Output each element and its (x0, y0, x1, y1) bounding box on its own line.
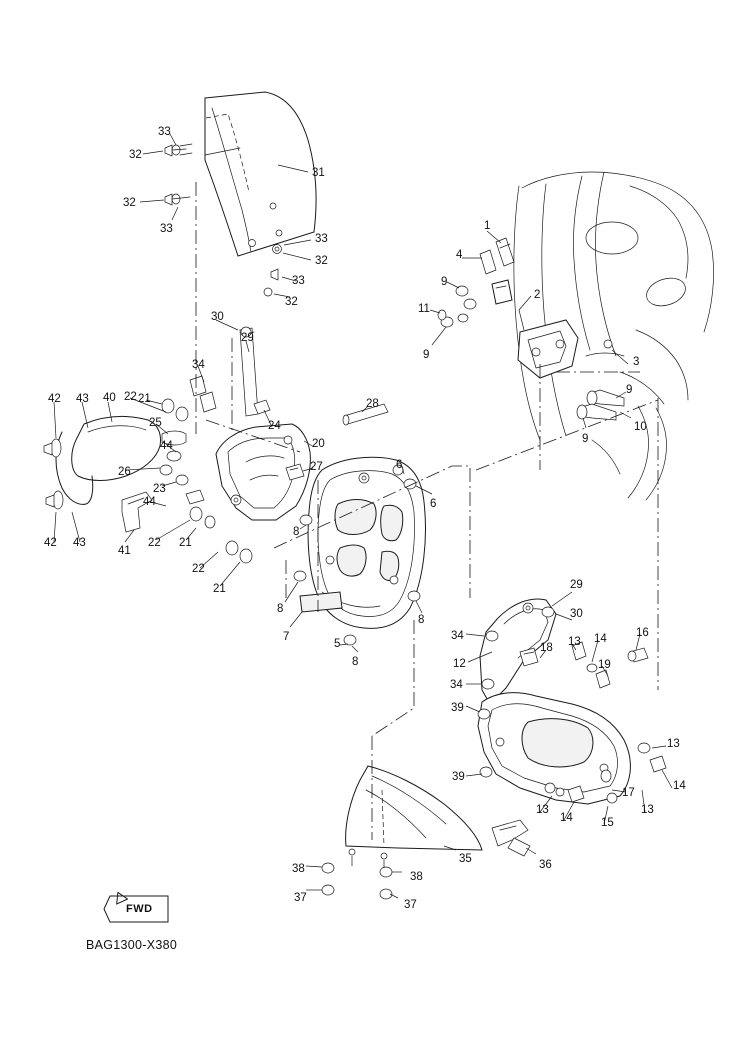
callout-8-d: 8 (418, 614, 425, 626)
callout-28: 28 (366, 398, 379, 410)
callout-8-a: 8 (293, 526, 300, 538)
callout-32-d: 32 (285, 296, 298, 308)
callout-7: 7 (283, 631, 290, 643)
callout-20: 20 (312, 438, 325, 450)
pad-part-7 (300, 592, 342, 612)
callout-9-b: 9 (423, 349, 430, 361)
callout-17: 17 (622, 787, 635, 799)
callout-25: 25 (149, 417, 162, 429)
callout-12: 12 (453, 658, 466, 670)
callout-4: 4 (456, 249, 463, 261)
callout-33-c: 33 (315, 233, 328, 245)
callout-21-c: 21 (213, 583, 226, 595)
callout-2: 2 (534, 289, 541, 301)
callout-13-c: 13 (536, 804, 549, 816)
windshield-part-31 (205, 92, 316, 256)
callout-39-b: 39 (452, 771, 465, 783)
callout-30-a: 30 (211, 311, 224, 323)
callout-14-c: 14 (560, 812, 573, 824)
callout-13-b: 13 (667, 738, 680, 750)
part-code: BAG1300-X380 (86, 938, 178, 952)
callout-42-b: 42 (44, 537, 57, 549)
callout-14-a: 14 (594, 633, 607, 645)
callout-9-c: 9 (626, 384, 633, 396)
callout-6-b: 6 (430, 498, 437, 510)
bracket-part-36 (492, 820, 530, 856)
callout-33-b: 33 (160, 223, 173, 235)
callout-5: 5 (334, 638, 341, 650)
callout-36: 36 (539, 859, 552, 871)
callout-37-b: 37 (404, 899, 417, 911)
windshield-fasteners-left (165, 144, 192, 205)
callout-33-a: 33 (158, 126, 171, 138)
callout-35: 35 (459, 853, 472, 865)
callout-14-b: 14 (673, 780, 686, 792)
callout-34-c: 34 (450, 679, 463, 691)
callout-34-a: 34 (192, 359, 205, 371)
callout-19: 19 (598, 659, 611, 671)
callout-38-b: 38 (410, 871, 423, 883)
callout-42-a: 42 (48, 393, 61, 405)
callout-8-b: 8 (277, 603, 284, 615)
callout-9-a: 9 (441, 276, 448, 288)
callout-39-a: 39 (451, 702, 464, 714)
fwd-label: FWD (126, 903, 153, 915)
callout-23: 23 (153, 483, 166, 495)
callout-21-b: 21 (179, 537, 192, 549)
callout-41: 41 (118, 545, 131, 557)
callout-22-a: 22 (124, 391, 137, 403)
callout-8-c: 8 (352, 656, 359, 668)
callout-44-b: 44 (143, 496, 156, 508)
callout-13-d: 13 (641, 804, 654, 816)
callout-40: 40 (103, 392, 116, 404)
callout-26: 26 (118, 466, 131, 478)
callout-1: 1 (484, 220, 491, 232)
callout-32-b: 32 (123, 197, 136, 209)
callout-3: 3 (633, 356, 640, 368)
callout-29-b: 29 (570, 579, 583, 591)
callout-32-c: 32 (315, 255, 328, 267)
callout-9-d: 9 (582, 433, 589, 445)
callout-44-a: 44 (160, 440, 173, 452)
callout-31: 31 (312, 167, 325, 179)
callout-37-a: 37 (294, 892, 307, 904)
callout-29-a: 29 (241, 332, 254, 344)
windshield-fasteners-right (264, 245, 282, 297)
fender-fasteners (322, 863, 392, 899)
callout-43-b: 43 (73, 537, 86, 549)
callout-24: 24 (268, 420, 281, 432)
callout-6-a: 6 (396, 459, 403, 471)
callout-13-a: 13 (568, 636, 581, 648)
callout-16: 16 (636, 627, 649, 639)
callout-34-b: 34 (451, 630, 464, 642)
callout-22-c: 22 (192, 563, 205, 575)
callout-15: 15 (601, 817, 614, 829)
callout-30-b: 30 (570, 608, 583, 620)
callout-10: 10 (634, 421, 647, 433)
callout-11: 11 (418, 303, 430, 315)
callout-33-d: 33 (292, 275, 305, 287)
callout-22-b: 22 (148, 537, 161, 549)
callout-27: 27 (310, 461, 323, 473)
callout-21-a: 21 (138, 393, 151, 405)
callout-43-a: 43 (76, 393, 89, 405)
callout-32-a: 32 (129, 149, 142, 161)
callout-18: 18 (540, 642, 553, 654)
callout-38-a: 38 (292, 863, 305, 875)
